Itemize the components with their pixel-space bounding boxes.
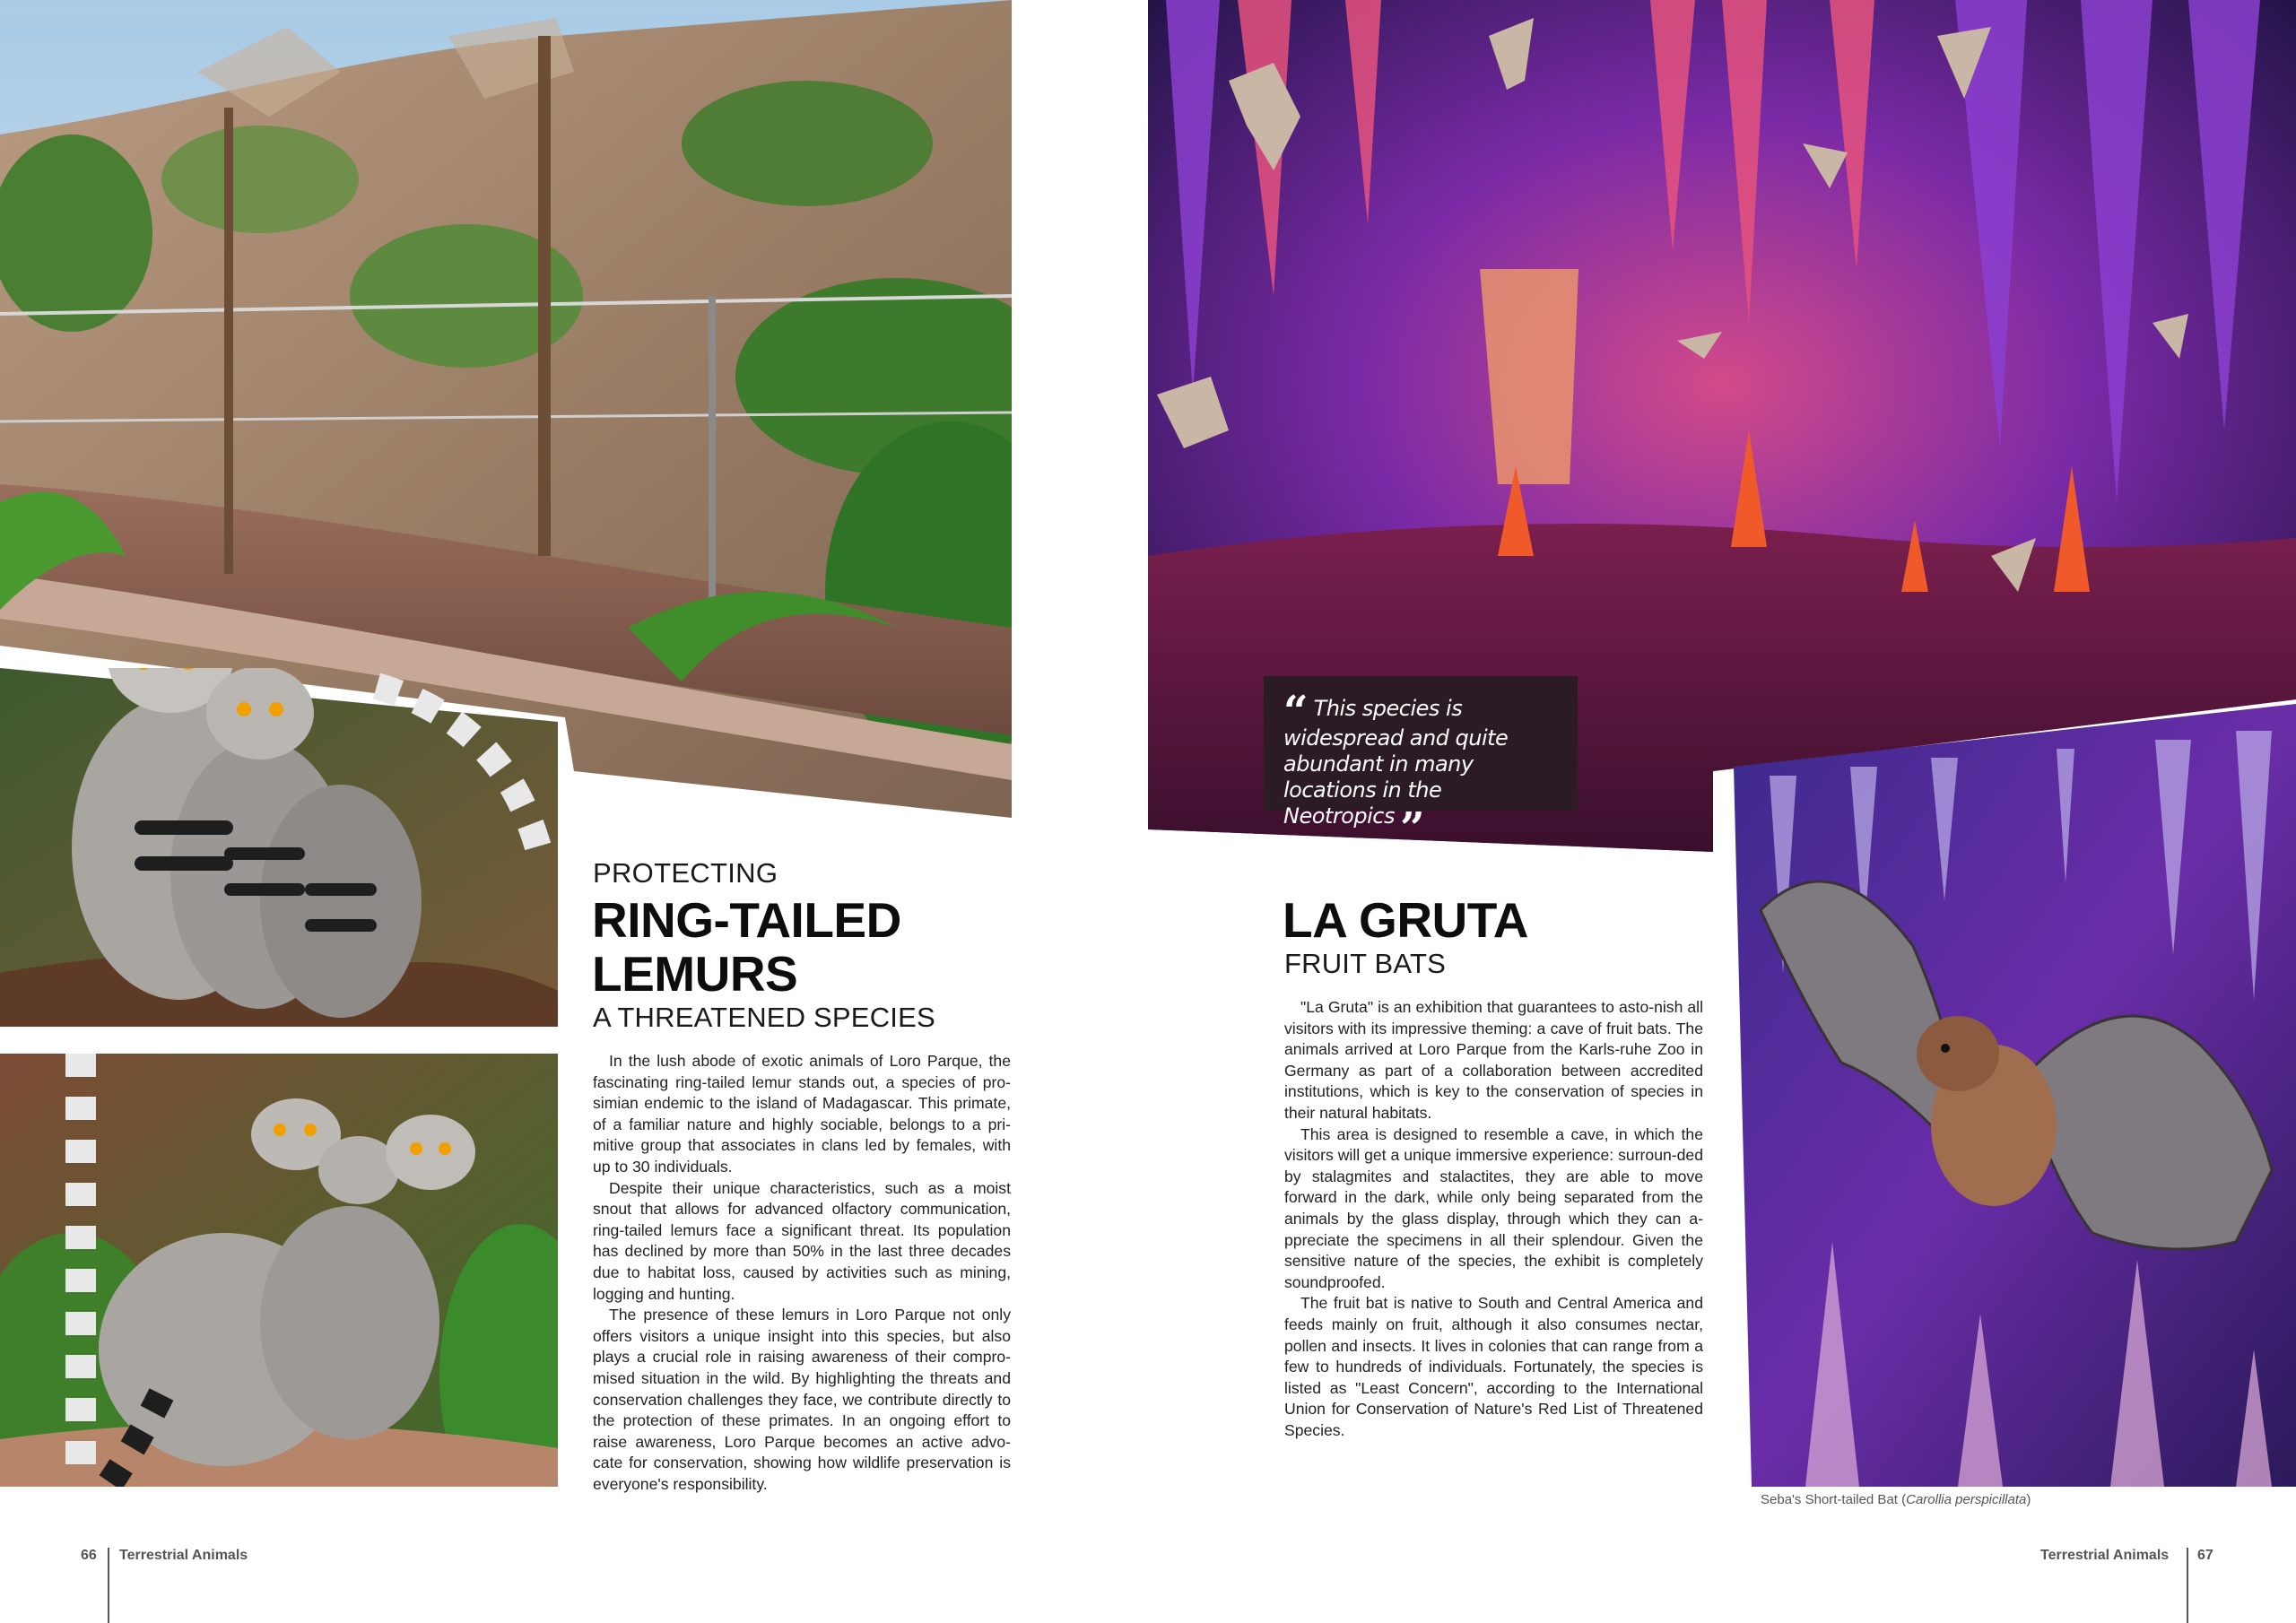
lemur-paragraph-1: In the lush abode of exotic animals of Loro Parque, the fascinating ring-tailed lemur stands out, a species of pro-simian endemic to the island of Madagascar. This primate, of a familiar nature and highly sociable, belongs to a pri-mitive group that associates in clans led by females, with up to 30 individuals. [593,1052,1011,1176]
caption-end: ) [2026,1492,2031,1507]
caption-name: Seba's Short-tailed Bat ( [1761,1492,1907,1507]
title-line-2: LEMURS [592,946,798,1002]
bat-paragraph-2: This area is designed to resemble a cave, in which the visitors will get a unique immersive experience: surroun-ded by stalagmites and stalactites, they are able to move forward in the dark, while only being separated from the animals by the glass display, through which they can a-ppreciate the specimens in all their splendour. Given the sensitive nature of the species, the exhibit is completely soundproofed. [1284,1124,1703,1291]
article-title-la-gruta: LA GRUTA [1283,892,1529,948]
left-section-name: Terrestrial Animals [119,1548,248,1563]
lemur-group-photo-bottom [0,1054,558,1487]
right-folio-divider [2187,1548,2188,1623]
article-subtitle-bats: FRUIT BATS [1284,948,1446,979]
bat-paragraph-3: The fruit bat is native to South and Central America and feeds mainly on fruit, although it also consumes nectar, pollen and insects. It lives in colonies that can range from a few to hundreds of individuals. Fortunately, the species is listed as "Least Concern", according to the International Union for Conservation of Nature's Red List of Threatened Species. [1284,1294,1703,1439]
bat-paragraph-1: "La Gruta" is an exhibition that guarantees to asto-nish all visitors with its impressive theming: a cave of fruit bats. The animals arrived at Loro Parque from the Karls-ruhe Zoo in Germany as part of a collaboration between accredited institutions, which is key to the conservation of species in their natural habitats. [1284,998,1703,1122]
lemur-group-photo-top [0,668,558,1027]
pull-quote-text: This species is widespread and quite abundant in many locations in the Neotropics [1283,696,1509,829]
article-subtitle-lemurs: A THREATENED SPECIES [593,1002,935,1033]
bat-article-body [1284,997,1703,1441]
caption-species: Carollia perspicillata [1906,1492,2027,1507]
fruit-bat-photo [1734,704,2296,1487]
open-quote-icon: “ [1283,687,1309,737]
bat-photo-caption [1761,1492,2031,1507]
close-quote-icon: ” [1399,803,1425,854]
lemur-paragraph-3: The presence of these lemurs in Loro Parque not only offers visitors a unique insight into this species, but also plays a crucial role in raising awareness of their compro-mised situation in the wild. By highlighting the threats and conservation challenges they face, we contribute directly to the protection of these primates. In an ongoing effort to raise awareness, Loro Parque becomes an active advo-cate for conservation, showing how wildlife preservation is everyone's responsibility. [593,1306,1011,1493]
right-section-name: Terrestrial Animals [2040,1548,2170,1563]
lemur-paragraph-2: Despite their unique characteristics, such as a moist snout that allows for advanced olfactory communication, ring-tailed lemurs face a significant threat. Its population has declined by more than 50% in the last three decades due to habitat loss, caused by activities such as mining, logging and hunting. [593,1178,1011,1303]
lemur-article-body [593,1051,1011,1495]
left-page-number: 66 [81,1548,97,1563]
article-title-lemurs [592,893,1094,1001]
title-line-1: RING-TAILED [592,892,901,948]
article-kicker: PROTECTING [593,857,778,889]
left-folio-divider [108,1548,109,1623]
pull-quote [1264,676,1578,854]
right-page-number: 67 [2197,1548,2213,1563]
